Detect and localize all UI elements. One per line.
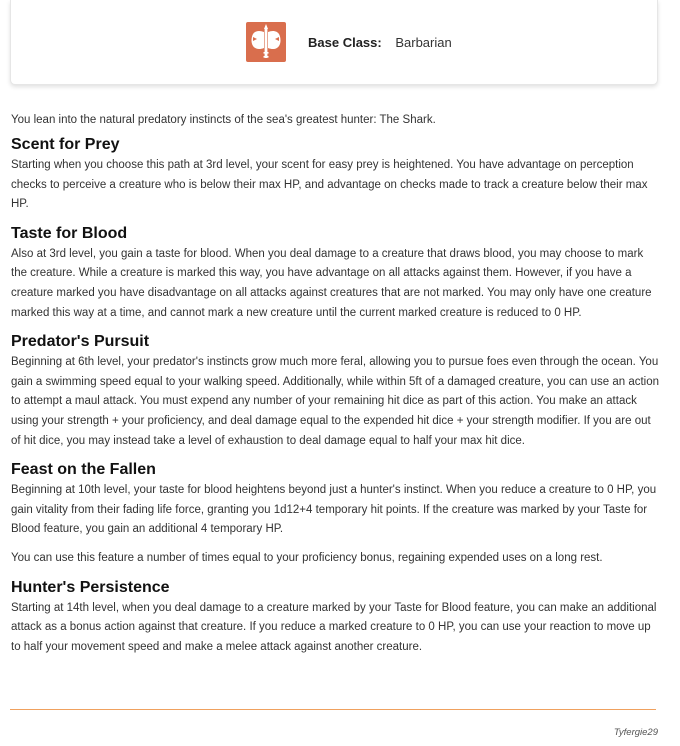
battle-axe-icon [246,22,286,62]
feature-title: Taste for Blood [11,224,128,242]
feature-text: Starting when you choose this path at 3rd level, your scent for easy prey is heightened. You have advantage on perception checks to perceive a creature who is below their max HP, and advantage on checks made to track a creature below their max HP. [11,159,648,211]
feature-text: Beginning at 10th level, your taste for blood heightens beyond just a hunter's instinct. When you reduce a creature to 0 HP, you gain vitality from their fading life force, granting you 1d12+4 temporary hit points. If the creature was marked by your Taste for Blood feature, you gain an additional 4 temporary HP. [11,484,657,536]
feature-taste-for-blood [11,222,661,323]
feature-title: Feast on the Fallen [11,461,156,479]
feature-scent-for-prey [11,133,661,215]
feature-title: Hunter's Persistence [11,578,170,596]
feature-text: Beginning at 6th level, your predator's instincts grow much more feral, allowing you to pursue foes even through the ocean. You gain a swimming speed equal to your walking speed. Additionally, while within 5ft of a damaged creature, you can use an action to attempt a maul attack. You must expend any number of your remaining hit dice as part of this action. You make an attack using your strength + your proficiency, and deal damage equal to the expended hit dice + your strength modifier. If you are out of hit dice, you may instead take a level of exhaustion to deal damage equal to half your max hit dice. [11,356,660,447]
subclass-description [11,111,661,664]
feature-title: Predator's Pursuit [11,333,150,351]
base-class-label: Base Class: [308,35,382,50]
author-credit: Tyfergie29 [613,727,658,738]
feature-title: Scent for Prey [11,136,120,153]
feature-text: Starting at 14th level, when you deal damage to a creature marked by your Taste for Blood feature, you can make an additional attack as a bonus action against that creature. If you reduce a marked creature to 0 HP, you can use your reaction to move up to half your movement speed and make a melee attack against another creature. [11,601,657,653]
base-class-row [308,35,452,50]
base-class-card [10,0,658,85]
feature-text: Also at 3rd level, you gain a taste for blood. When you deal damage to a creature that draws blood, you may choose to mark the creature. While a creature is marked this way, you have advantage on all attacks against them. However, if you have a creature marked you have disadvantage on all attacks against creatures that are not marked. You may only have one creature marked this way at a time, and cannot mark a new creature until the current marked creature is reduced to 0 HP. [11,247,652,319]
base-class-value: Barbarian [395,35,452,50]
feature-hunters-persistence [11,576,661,658]
intro-text: You lean into the natural predatory instincts of the sea's greatest hunter: The Shark. [11,114,436,126]
footer-divider [10,709,656,710]
feature-predators-pursuit [11,330,661,451]
feature-feast-on-the-fallen [11,458,661,568]
feature-text: You can use this feature a number of times equal to your proficiency bonus, regaining expended uses on a long rest. [11,551,603,564]
